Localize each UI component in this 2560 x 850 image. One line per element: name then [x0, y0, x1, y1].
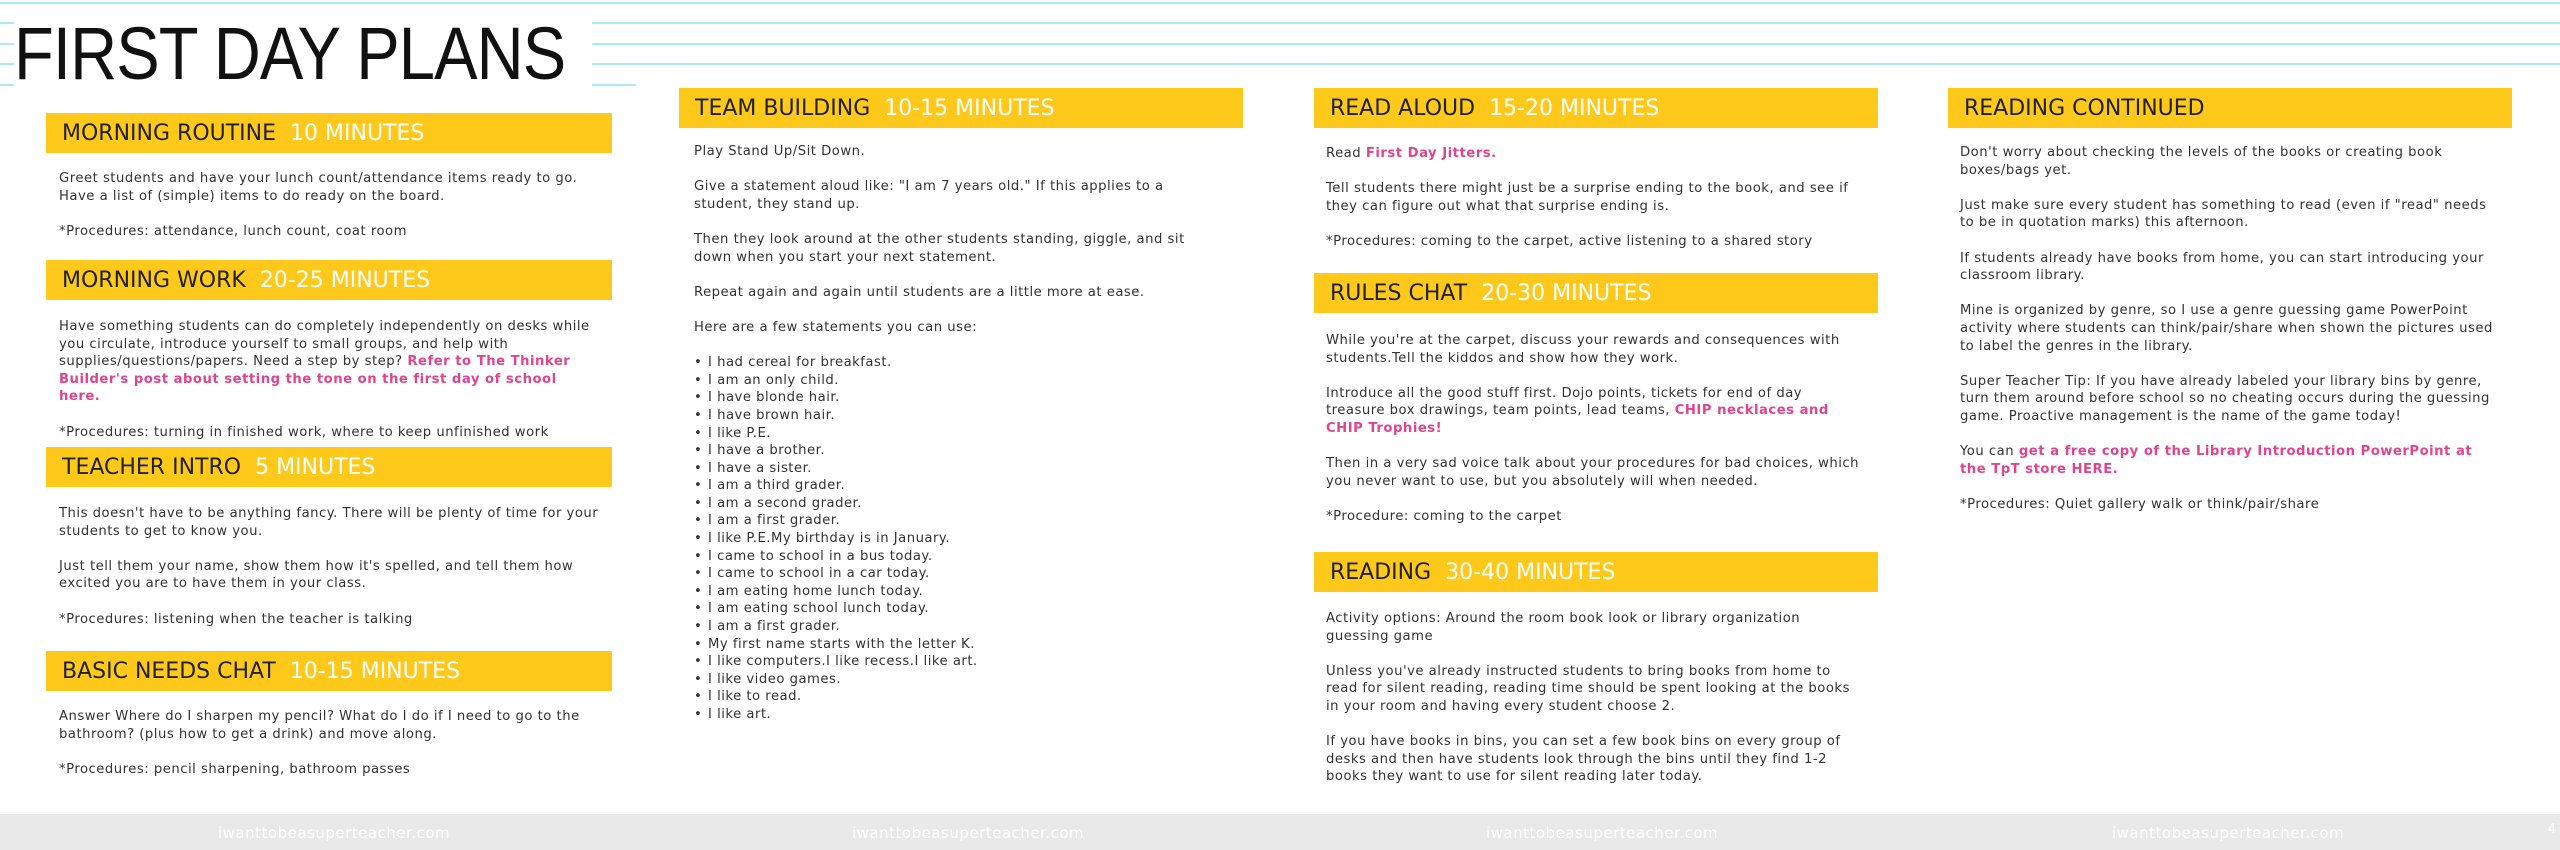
paragraph: Just make sure every student has something to read (even if "read" needs to be in quotation marks) this afternoon.: [1960, 197, 2487, 231]
paragraph: Then in a very sad voice talk about your procedures for bad choices, which you never want to use, but you absolutely will when needed.: [1326, 456, 1860, 489]
procedures-note: *Procedure: coming to the carpet: [1326, 508, 1562, 524]
list-item: • I came to school in a car today.: [694, 565, 1214, 583]
header-rules-chat: [1314, 273, 1878, 313]
header-label: READING: [1330, 559, 1432, 585]
paragraph: This doesn't have to be anything fancy. There will be plenty of time for your students to get to know you.: [59, 506, 599, 539]
morning-work-body: [59, 318, 599, 459]
header-time: 30-40 MINUTES: [1445, 559, 1616, 585]
library-powerpoint-link[interactable]: get a free copy of the Library Introduction PowerPoint at the TpT store HERE.: [1960, 444, 2473, 477]
paragraph: Then they look around at the other students standing, giggle, and sit down when you start your next statement.: [694, 231, 1185, 265]
list-item: • I am a first grader.: [694, 618, 1214, 636]
list-item: • I am eating home lunch today.: [694, 583, 1214, 601]
list-item: • I like to read.: [694, 688, 1214, 706]
footer-website: iwanttobeasuperteacher.com: [218, 824, 451, 842]
list-item: • I am a second grader.: [694, 495, 1214, 513]
thinker-builder-link[interactable]: Refer to The Thinker Builder's post about setting the tone on the first day of school here.: [59, 354, 571, 405]
paragraph-text: Have something students can do completely independently on desks while you circulate, introduce yourself to small groups, and help with supplies/questions/papers. Need a step by step?: [59, 319, 590, 370]
read-aloud-body: [1326, 145, 1861, 268]
list-item: • I like art.: [694, 706, 1214, 724]
list-item: • I like P.E.: [694, 425, 1214, 443]
chip-necklaces-link[interactable]: CHIP necklaces and CHIP Trophies!: [1326, 403, 1829, 436]
paragraph: Activity options: Around the room book look or library organization guessing game: [1326, 611, 1801, 644]
procedures-note: *Procedures: coming to the carpet, active listening to a shared story: [1326, 233, 1813, 249]
header-time: 15-20 MINUTES: [1489, 95, 1660, 121]
header-label: RULES CHAT: [1330, 280, 1468, 306]
paragraph: Here are a few statements you can use:: [694, 319, 978, 335]
list-item: • I have a sister.: [694, 460, 1214, 478]
paragraph: [1960, 443, 2495, 478]
list-item: • My first name starts with the letter K.: [694, 636, 1214, 654]
header-label: BASIC NEEDS CHAT: [62, 658, 276, 684]
header-label: READ ALOUD: [1330, 95, 1476, 121]
team-building-body: [694, 143, 1214, 741]
list-item: • I am a first grader.: [694, 512, 1214, 530]
header-label: TEACHER INTRO: [62, 454, 242, 480]
list-item: • I have blonde hair.: [694, 389, 1214, 407]
statement-list: [694, 354, 1214, 723]
procedures-note: *Procedures: turning in finished work, where to keep unfinished work: [59, 424, 549, 440]
list-item: • I am a third grader.: [694, 477, 1214, 495]
reading-body: [1326, 610, 1861, 804]
header-read-aloud: [1314, 88, 1878, 128]
header-team-building: [679, 88, 1243, 128]
paragraph: Unless you've already instructed students to bring books from home to read for silent reading, reading time should be spent looking at the books in your room and having every student choose 2.: [1326, 663, 1850, 714]
list-item: • I am an only child.: [694, 372, 1214, 390]
list-item: • I had cereal for breakfast.: [694, 354, 1214, 372]
list-item: • I like computers.I like recess.I like art.: [694, 653, 1214, 671]
paragraph: Tell students there might just be a surprise ending to the book, and see if they can figure out what that surprise ending is.: [1326, 181, 1849, 214]
header-teacher-intro: [46, 447, 612, 487]
procedures-note: *Procedures: listening when the teacher is talking: [59, 611, 413, 627]
header-label: MORNING WORK: [62, 267, 246, 293]
list-item: • I am eating school lunch today.: [694, 600, 1214, 618]
header-morning-work: [46, 260, 612, 300]
header-time: 10-15 MINUTES: [289, 658, 461, 684]
header-time: 5 MINUTES: [255, 454, 376, 480]
morning-routine-body: [59, 170, 599, 258]
footer-website: iwanttobeasuperteacher.com: [2112, 824, 2345, 842]
paragraph: [59, 318, 599, 406]
page-title: FIRST DAY PLANS: [14, 14, 592, 94]
list-item: • I like video games.: [694, 671, 1214, 689]
header-basic-needs-chat: [46, 651, 612, 691]
list-item: • I have a brother.: [694, 442, 1214, 460]
header-time: 20-30 MINUTES: [1481, 280, 1652, 306]
first-day-jitters-link[interactable]: First Day Jitters.: [1365, 146, 1497, 161]
header-time: 20-25 MINUTES: [259, 267, 431, 293]
paragraph: Answer Where do I sharpen my pencil? What do I do if I need to go to the bathroom? (plus how to get a drink) and move along.: [59, 709, 580, 742]
basic-needs-body: [59, 708, 599, 796]
paragraph: If you have books in bins, you can set a few book bins on every group of desks and then have students look through the bins until they find 1-2 books they want to use for silent reading later today.: [1326, 734, 1841, 785]
procedures-note: *Procedures: attendance, lunch count, coat room: [59, 223, 407, 239]
header-morning-routine: [46, 113, 612, 153]
procedures-note: *Procedures: pencil sharpening, bathroom passes: [59, 761, 411, 777]
paragraph: Give a statement aloud like: "I am 7 years old." If this applies to a student, they stand up.: [694, 179, 1164, 212]
paragraph: Repeat again and again until students are a little more at ease.: [694, 284, 1145, 300]
header-reading-continued: [1948, 88, 2512, 128]
paragraph: Greet students and have your lunch count/attendance items ready to go. Have a list of (simple) items to do ready on the board.: [59, 171, 578, 204]
reading-continued-body: [1960, 144, 2495, 531]
paragraph: While you're at the carpet, discuss your rewards and consequences with students.Tell the kiddos and show how they work.: [1326, 333, 1840, 366]
paragraph: Mine is organized by genre, so I use a genre guessing game PowerPoint activity where students can think/pair/share when shown the pictures used to label the genres in the library.: [1960, 303, 2493, 354]
teacher-intro-body: [59, 505, 599, 646]
paragraph: Play Stand Up/Sit Down.: [694, 144, 866, 159]
guide-line: [0, 2, 2560, 4]
paragraph: Super Teacher Tip: If you have already labeled your library bins by genre, turn them around before school so no cheating occurs during the guessing game. Proactive management is the name of the game today!: [1960, 373, 2490, 424]
list-item: • I like P.E.My birthday is in January.: [694, 530, 1214, 548]
rules-chat-body: [1326, 332, 1861, 543]
paragraph: [1326, 145, 1861, 163]
list-item: • I have brown hair.: [694, 407, 1214, 425]
page-number: 4: [2547, 822, 2556, 837]
header-time: 10-15 MINUTES: [884, 95, 1055, 121]
procedures-note: *Procedures: Quiet gallery walk or think/pair/share: [1960, 496, 2320, 512]
header-reading: [1314, 552, 1878, 592]
paragraph-text: Read: [1326, 146, 1362, 161]
paragraph: Don't worry about checking the levels of the books or creating book boxes/bags yet.: [1960, 145, 2443, 178]
paragraph-text: You can: [1960, 444, 2015, 460]
paragraph: If students already have books from home, you can start introducing your classroom library.: [1960, 250, 2484, 284]
list-item: • I came to school in a bus today.: [694, 548, 1214, 566]
paragraph-text: Introduce all the good stuff first. Dojo points, tickets for end of day treasure box drawings, team points, lead teams,: [1326, 385, 1803, 419]
paragraph: Just tell them your name, show them how it's spelled, and tell them how excited you are to have them in your class.: [59, 558, 574, 592]
header-label: READING CONTINUED: [1964, 95, 2205, 121]
header-time: 10 MINUTES: [290, 120, 425, 146]
paragraph: [1326, 385, 1861, 438]
footer-website: iwanttobeasuperteacher.com: [852, 824, 1085, 842]
header-label: MORNING ROUTINE: [62, 120, 277, 146]
header-label: TEAM BUILDING: [695, 95, 871, 121]
footer-website: iwanttobeasuperteacher.com: [1486, 824, 1719, 842]
